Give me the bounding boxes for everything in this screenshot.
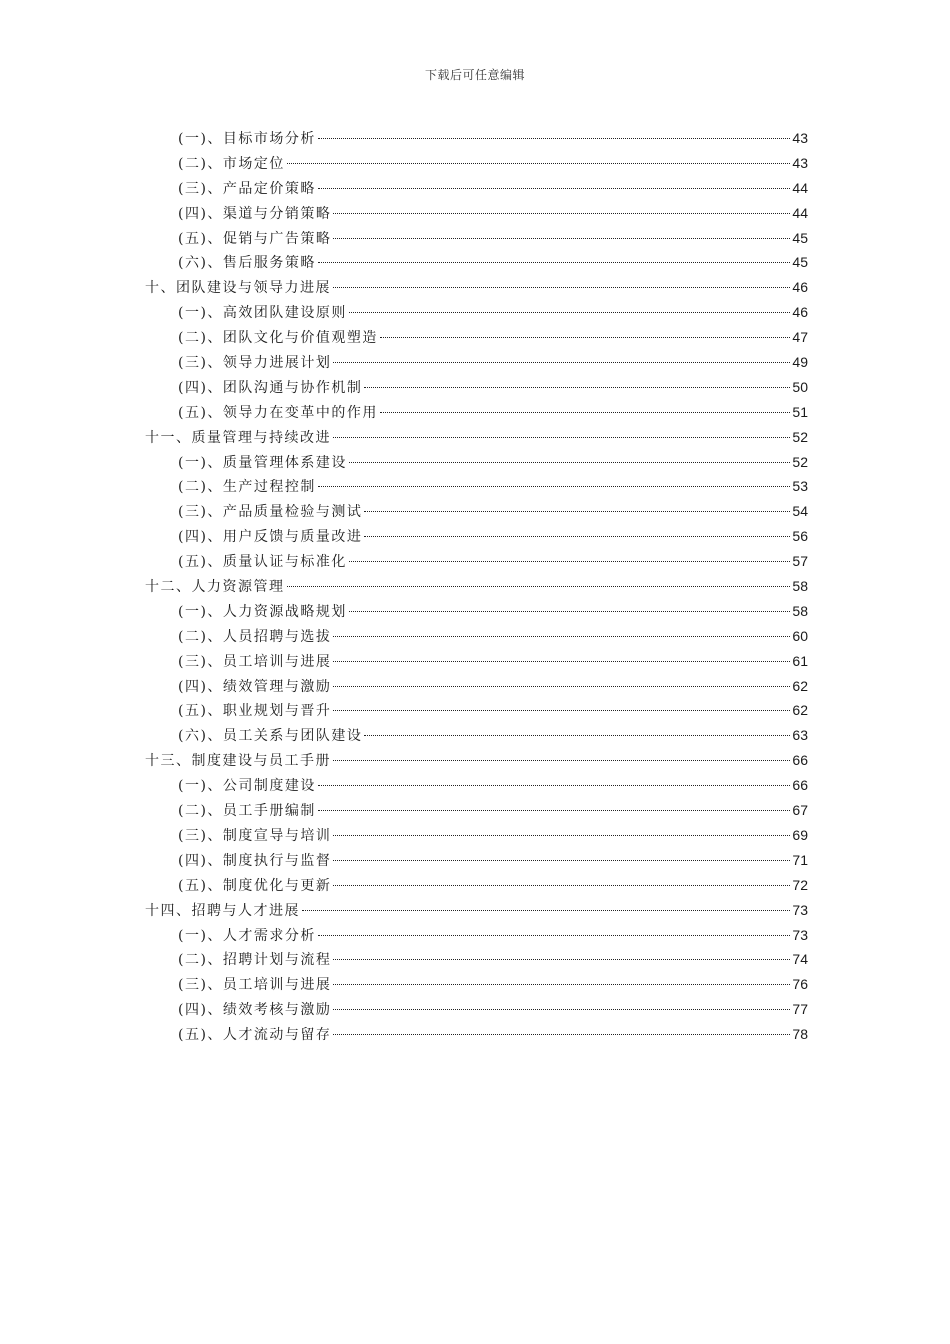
toc-chapter-entry[interactable] — [145, 275, 808, 300]
toc-section-entry[interactable] — [145, 400, 808, 425]
toc-dot-leader — [333, 860, 790, 861]
toc-section-entry[interactable] — [145, 923, 808, 948]
toc-page-number: 71 — [792, 851, 808, 868]
toc-entry-title: (一)、质量管理体系建设 — [178, 454, 347, 471]
toc-dot-leader — [333, 362, 790, 363]
toc-page-number: 61 — [792, 652, 808, 669]
toc-dot-leader — [364, 536, 790, 537]
toc-entry-title: (四)、用户反馈与质量改进 — [178, 529, 363, 546]
toc-dot-leader — [349, 462, 790, 463]
toc-dot-leader — [333, 885, 790, 886]
toc-section-entry[interactable] — [145, 873, 808, 898]
toc-section-entry[interactable] — [145, 474, 808, 499]
toc-dot-leader — [333, 686, 790, 687]
toc-section-entry[interactable] — [145, 201, 808, 226]
toc-entry-title: (六)、员工关系与团队建设 — [178, 728, 363, 745]
toc-page-number: 63 — [792, 727, 808, 744]
toc-section-entry[interactable] — [145, 499, 808, 524]
toc-dot-leader — [333, 959, 790, 960]
toc-entry-title: (二)、人员招聘与选拔 — [178, 628, 332, 645]
toc-dot-leader — [333, 661, 790, 662]
toc-page-number: 56 — [792, 528, 808, 545]
toc-section-entry[interactable] — [145, 549, 808, 574]
toc-dot-leader — [333, 238, 790, 239]
toc-dot-leader — [364, 511, 790, 512]
toc-entry-title: (六)、售后服务策略 — [178, 255, 316, 272]
toc-page-number: 44 — [792, 204, 808, 221]
toc-page-number: 67 — [792, 802, 808, 819]
toc-page-number: 66 — [792, 752, 808, 769]
toc-section-entry[interactable] — [145, 524, 808, 549]
toc-dot-leader — [380, 337, 790, 338]
toc-dot-leader — [333, 287, 790, 288]
toc-page-number: 69 — [792, 826, 808, 843]
toc-entry-title: (三)、产品质量检验与测试 — [178, 504, 363, 521]
toc-dot-leader — [364, 387, 790, 388]
toc-entry-title: 十二、人力资源管理 — [145, 579, 285, 596]
toc-chapter-entry[interactable] — [145, 748, 808, 773]
toc-dot-leader — [318, 262, 790, 263]
toc-dot-leader — [349, 611, 790, 612]
toc-entry-title: (二)、市场定位 — [178, 155, 285, 172]
toc-section-entry[interactable] — [145, 250, 808, 275]
toc-section-entry[interactable] — [145, 126, 808, 151]
toc-page-number: 49 — [792, 354, 808, 371]
toc-section-entry[interactable] — [145, 176, 808, 201]
toc-section-entry[interactable] — [145, 599, 808, 624]
toc-section-entry[interactable] — [145, 972, 808, 997]
toc-section-entry[interactable] — [145, 798, 808, 823]
toc-entry-title: (三)、制度宣导与培训 — [178, 827, 332, 844]
toc-dot-leader — [333, 760, 790, 761]
toc-dot-leader — [333, 835, 790, 836]
toc-entry-title: (二)、团队文化与价值观塑造 — [178, 330, 378, 347]
toc-section-entry[interactable] — [145, 723, 808, 748]
toc-dot-leader — [380, 412, 790, 413]
toc-page-number: 45 — [792, 254, 808, 271]
toc-page-number: 60 — [792, 627, 808, 644]
toc-section-entry[interactable] — [145, 947, 808, 972]
toc-dot-leader — [318, 935, 790, 936]
toc-section-entry[interactable] — [145, 773, 808, 798]
toc-dot-leader — [333, 213, 790, 214]
toc-entry-title: (五)、制度优化与更新 — [178, 877, 332, 894]
toc-section-entry[interactable] — [145, 350, 808, 375]
toc-page-number: 53 — [792, 478, 808, 495]
toc-dot-leader — [333, 636, 790, 637]
toc-chapter-entry[interactable] — [145, 574, 808, 599]
toc-dot-leader — [318, 486, 790, 487]
toc-entry-title: (五)、领导力在变革中的作用 — [178, 404, 378, 421]
toc-entry-title: (二)、生产过程控制 — [178, 479, 316, 496]
toc-page-number: 66 — [792, 777, 808, 794]
toc-entry-title: (五)、质量认证与标准化 — [178, 554, 347, 571]
toc-page-number: 73 — [792, 901, 808, 918]
toc-page-number: 62 — [792, 702, 808, 719]
toc-page-number: 51 — [792, 403, 808, 420]
toc-entry-title: (四)、团队沟通与协作机制 — [178, 379, 363, 396]
toc-dot-leader — [318, 138, 790, 139]
toc-entry-title: (二)、员工手册编制 — [178, 803, 316, 820]
toc-page-number: 43 — [792, 154, 808, 171]
toc-dot-leader — [302, 910, 790, 911]
toc-entry-title: (四)、绩效管理与激励 — [178, 678, 332, 695]
toc-section-entry[interactable] — [145, 226, 808, 251]
toc-entry-title: (三)、员工培训与进展 — [178, 977, 332, 994]
toc-dot-leader — [287, 586, 791, 587]
toc-page-number: 47 — [792, 329, 808, 346]
toc-section-entry[interactable] — [145, 649, 808, 674]
toc-section-entry[interactable] — [145, 674, 808, 699]
toc-dot-leader — [318, 810, 790, 811]
toc-section-entry[interactable] — [145, 450, 808, 475]
toc-entry-title: (四)、制度执行与监督 — [178, 852, 332, 869]
toc-dot-leader — [333, 984, 790, 985]
toc-entry-title: (三)、产品定价策略 — [178, 180, 316, 197]
toc-page-number: 58 — [792, 602, 808, 619]
toc-section-entry[interactable] — [145, 624, 808, 649]
toc-entry-title: (五)、人才流动与留存 — [178, 1027, 332, 1044]
toc-section-entry[interactable] — [145, 698, 808, 723]
toc-section-entry[interactable] — [145, 997, 808, 1022]
toc-section-entry[interactable] — [145, 151, 808, 176]
toc-entry-title: (一)、目标市场分析 — [178, 131, 316, 147]
toc-dot-leader — [333, 710, 790, 711]
toc-dot-leader — [318, 785, 790, 786]
toc-section-entry[interactable] — [145, 848, 808, 873]
toc-page-number: 72 — [792, 876, 808, 893]
toc-entry-title: (一)、人才需求分析 — [178, 927, 316, 944]
toc-page-number: 78 — [792, 1026, 808, 1043]
toc-section-entry[interactable] — [145, 375, 808, 400]
toc-page-number: 77 — [792, 1001, 808, 1018]
toc-chapter-entry[interactable] — [145, 898, 808, 923]
toc-dot-leader — [333, 1009, 790, 1010]
toc-entry-title: (三)、员工培训与进展 — [178, 653, 332, 670]
toc-section-entry[interactable] — [145, 1022, 808, 1047]
toc-page-number: 46 — [792, 279, 808, 296]
toc-entry-title: (五)、职业规划与晋升 — [178, 703, 332, 720]
toc-entry-title: (一)、人力资源战略规划 — [178, 603, 347, 620]
page-header: 下载后可任意编辑 — [424, 68, 525, 82]
toc-dot-leader — [318, 188, 790, 189]
toc-entry-title: 十三、制度建设与员工手册 — [145, 753, 331, 770]
toc-page-number: 50 — [792, 378, 808, 395]
toc-dot-leader — [349, 561, 790, 562]
toc-chapter-entry[interactable] — [145, 425, 808, 450]
toc-page-number: 44 — [792, 179, 808, 196]
toc-page-number: 62 — [792, 677, 808, 694]
toc-entry-title: (二)、招聘计划与流程 — [178, 952, 332, 969]
toc-page-number: 46 — [792, 304, 808, 321]
toc-page-number: 54 — [792, 503, 808, 520]
toc-entry-title: (三)、领导力进展计划 — [178, 355, 332, 372]
toc-entry-title: (四)、绩效考核与激励 — [178, 1002, 332, 1019]
toc-page-number: 52 — [792, 453, 808, 470]
toc-page-number: 58 — [792, 578, 808, 595]
toc-page-number: 76 — [792, 976, 808, 993]
toc-dot-leader — [333, 437, 790, 438]
table-of-contents — [145, 126, 808, 1047]
toc-page-number: 52 — [792, 428, 808, 445]
toc-section-entry[interactable] — [145, 300, 808, 325]
toc-dot-leader — [364, 735, 790, 736]
toc-section-entry[interactable] — [145, 325, 808, 350]
toc-entry-title: 十一、质量管理与持续改进 — [145, 429, 331, 446]
toc-dot-leader — [287, 163, 790, 164]
toc-dot-leader — [349, 312, 790, 313]
toc-entry-title: (一)、公司制度建设 — [178, 778, 316, 795]
toc-entry-title: (四)、渠道与分销策略 — [178, 205, 332, 222]
toc-entry-title: 十四、招聘与人才进展 — [145, 902, 300, 919]
toc-entry-title: (一)、高效团队建设原则 — [178, 305, 347, 322]
toc-dot-leader — [333, 1034, 790, 1035]
toc-page-number: 45 — [792, 229, 808, 246]
toc-page-number: 74 — [792, 951, 808, 968]
toc-page-number: 43 — [792, 130, 808, 146]
toc-entry-title: (五)、促销与广告策略 — [178, 230, 332, 247]
toc-entry-title: 十、团队建设与领导力进展 — [145, 280, 331, 297]
toc-page-number: 73 — [792, 926, 808, 943]
toc-page-number: 57 — [792, 553, 808, 570]
toc-section-entry[interactable] — [145, 823, 808, 848]
